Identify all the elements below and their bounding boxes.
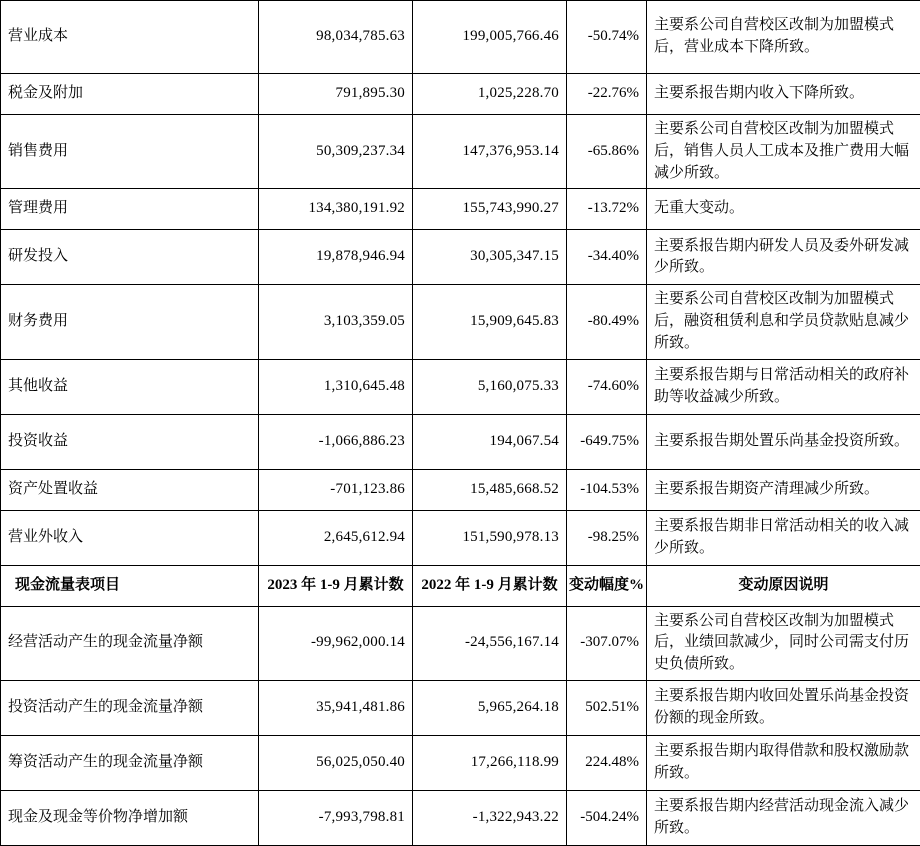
row-previous-value: 194,067.54 [413, 414, 567, 469]
row-current-value: 134,380,191.92 [259, 189, 413, 230]
table-row [1, 74, 920, 115]
row-item-label: 管理费用 [1, 189, 259, 230]
row-previous-value: 155,743,990.27 [413, 189, 567, 230]
row-change-pct: -13.72% [567, 189, 647, 230]
row-reason: 主要系报告期内收入下降所致。 [647, 74, 920, 115]
row-current-value: 50,309,237.34 [259, 115, 413, 189]
table-body [1, 1, 920, 846]
row-current-value: -7,993,798.81 [259, 790, 413, 845]
row-reason: 主要系报告期内收回处置乐尚基金投资份额的现金所致。 [647, 680, 920, 735]
row-previous-value: 147,376,953.14 [413, 115, 567, 189]
row-current-value: 98,034,785.63 [259, 1, 413, 74]
row-reason: 主要系报告期内经营活动现金流入减少所致。 [647, 790, 920, 845]
row-item-label: 投资收益 [1, 414, 259, 469]
row-reason: 主要系报告期内取得借款和股权激励款所致。 [647, 735, 920, 790]
row-current-value: 791,895.30 [259, 74, 413, 115]
header-reason-label: 变动原因说明 [647, 565, 920, 606]
row-previous-value: 5,160,075.33 [413, 359, 567, 414]
row-reason: 主要系报告期资产清理减少所致。 [647, 469, 920, 510]
row-previous-value: 17,266,118.99 [413, 735, 567, 790]
row-change-pct: -65.86% [567, 115, 647, 189]
row-reason: 主要系公司自营校区改制为加盟模式后，融资租赁利息和学员贷款贴息减少所致。 [647, 285, 920, 359]
row-reason: 主要系报告期非日常活动相关的收入减少所致。 [647, 510, 920, 565]
row-item-label: 筹资活动产生的现金流量净额 [1, 735, 259, 790]
row-item-label: 税金及附加 [1, 74, 259, 115]
table-row [1, 1, 920, 74]
row-change-pct: -104.53% [567, 469, 647, 510]
row-current-value: 56,025,050.40 [259, 735, 413, 790]
table-row [1, 285, 920, 359]
row-change-pct: -50.74% [567, 1, 647, 74]
row-current-value: 2,645,612.94 [259, 510, 413, 565]
row-reason: 主要系报告期与日常活动相关的政府补助等收益减少所致。 [647, 359, 920, 414]
table-row [1, 469, 920, 510]
row-previous-value: 30,305,347.15 [413, 230, 567, 285]
row-change-pct: -22.76% [567, 74, 647, 115]
row-item-label: 财务费用 [1, 285, 259, 359]
row-reason: 主要系报告期处置乐尚基金投资所致。 [647, 414, 920, 469]
table-row [1, 680, 920, 735]
row-change-pct: -34.40% [567, 230, 647, 285]
row-reason: 主要系公司自营校区改制为加盟模式后，营业成本下降所致。 [647, 1, 920, 74]
row-previous-value: 1,025,228.70 [413, 74, 567, 115]
row-previous-value: -24,556,167.14 [413, 606, 567, 680]
row-change-pct: -98.25% [567, 510, 647, 565]
table-row [1, 414, 920, 469]
row-current-value: 3,103,359.05 [259, 285, 413, 359]
row-previous-value: 15,909,645.83 [413, 285, 567, 359]
row-current-value: 35,941,481.86 [259, 680, 413, 735]
row-item-label: 研发投入 [1, 230, 259, 285]
row-item-label: 销售费用 [1, 115, 259, 189]
row-item-label: 资产处置收益 [1, 469, 259, 510]
row-change-pct: -74.60% [567, 359, 647, 414]
row-reason: 主要系公司自营校区改制为加盟模式后，业绩回款减少，同时公司需支付历史负债所致。 [647, 606, 920, 680]
header-item-label: 现金流量表项目 [1, 565, 259, 606]
header-current-label: 2023 年 1-9 月累计数 [259, 565, 413, 606]
table-row [1, 606, 920, 680]
table-row [1, 115, 920, 189]
table-row [1, 510, 920, 565]
row-change-pct: -649.75% [567, 414, 647, 469]
cashflow-section-header-row [1, 565, 920, 606]
table-row [1, 189, 920, 230]
row-reason: 主要系公司自营校区改制为加盟模式后，销售人员人工成本及推广费用大幅减少所致。 [647, 115, 920, 189]
table-row [1, 359, 920, 414]
row-item-label: 营业外收入 [1, 510, 259, 565]
table-row [1, 230, 920, 285]
row-current-value: -1,066,886.23 [259, 414, 413, 469]
row-reason: 无重大变动。 [647, 189, 920, 230]
row-item-label: 现金及现金等价物净增加额 [1, 790, 259, 845]
row-item-label: 经营活动产生的现金流量净额 [1, 606, 259, 680]
row-current-value: 1,310,645.48 [259, 359, 413, 414]
row-previous-value: 5,965,264.18 [413, 680, 567, 735]
row-previous-value: -1,322,943.22 [413, 790, 567, 845]
row-reason: 主要系报告期内研发人员及委外研发减少所致。 [647, 230, 920, 285]
row-current-value: -701,123.86 [259, 469, 413, 510]
row-previous-value: 199,005,766.46 [413, 1, 567, 74]
row-item-label: 投资活动产生的现金流量净额 [1, 680, 259, 735]
row-item-label: 其他收益 [1, 359, 259, 414]
row-change-pct: 224.48% [567, 735, 647, 790]
row-current-value: 19,878,946.94 [259, 230, 413, 285]
row-change-pct: 502.51% [567, 680, 647, 735]
row-previous-value: 15,485,668.52 [413, 469, 567, 510]
table-row [1, 735, 920, 790]
row-current-value: -99,962,000.14 [259, 606, 413, 680]
row-item-label: 营业成本 [1, 1, 259, 74]
header-previous-label: 2022 年 1-9 月累计数 [413, 565, 567, 606]
row-previous-value: 151,590,978.13 [413, 510, 567, 565]
row-change-pct: -504.24% [567, 790, 647, 845]
row-change-pct: -307.07% [567, 606, 647, 680]
header-change-label: 变动幅度% [567, 565, 647, 606]
table-row [1, 790, 920, 845]
row-change-pct: -80.49% [567, 285, 647, 359]
